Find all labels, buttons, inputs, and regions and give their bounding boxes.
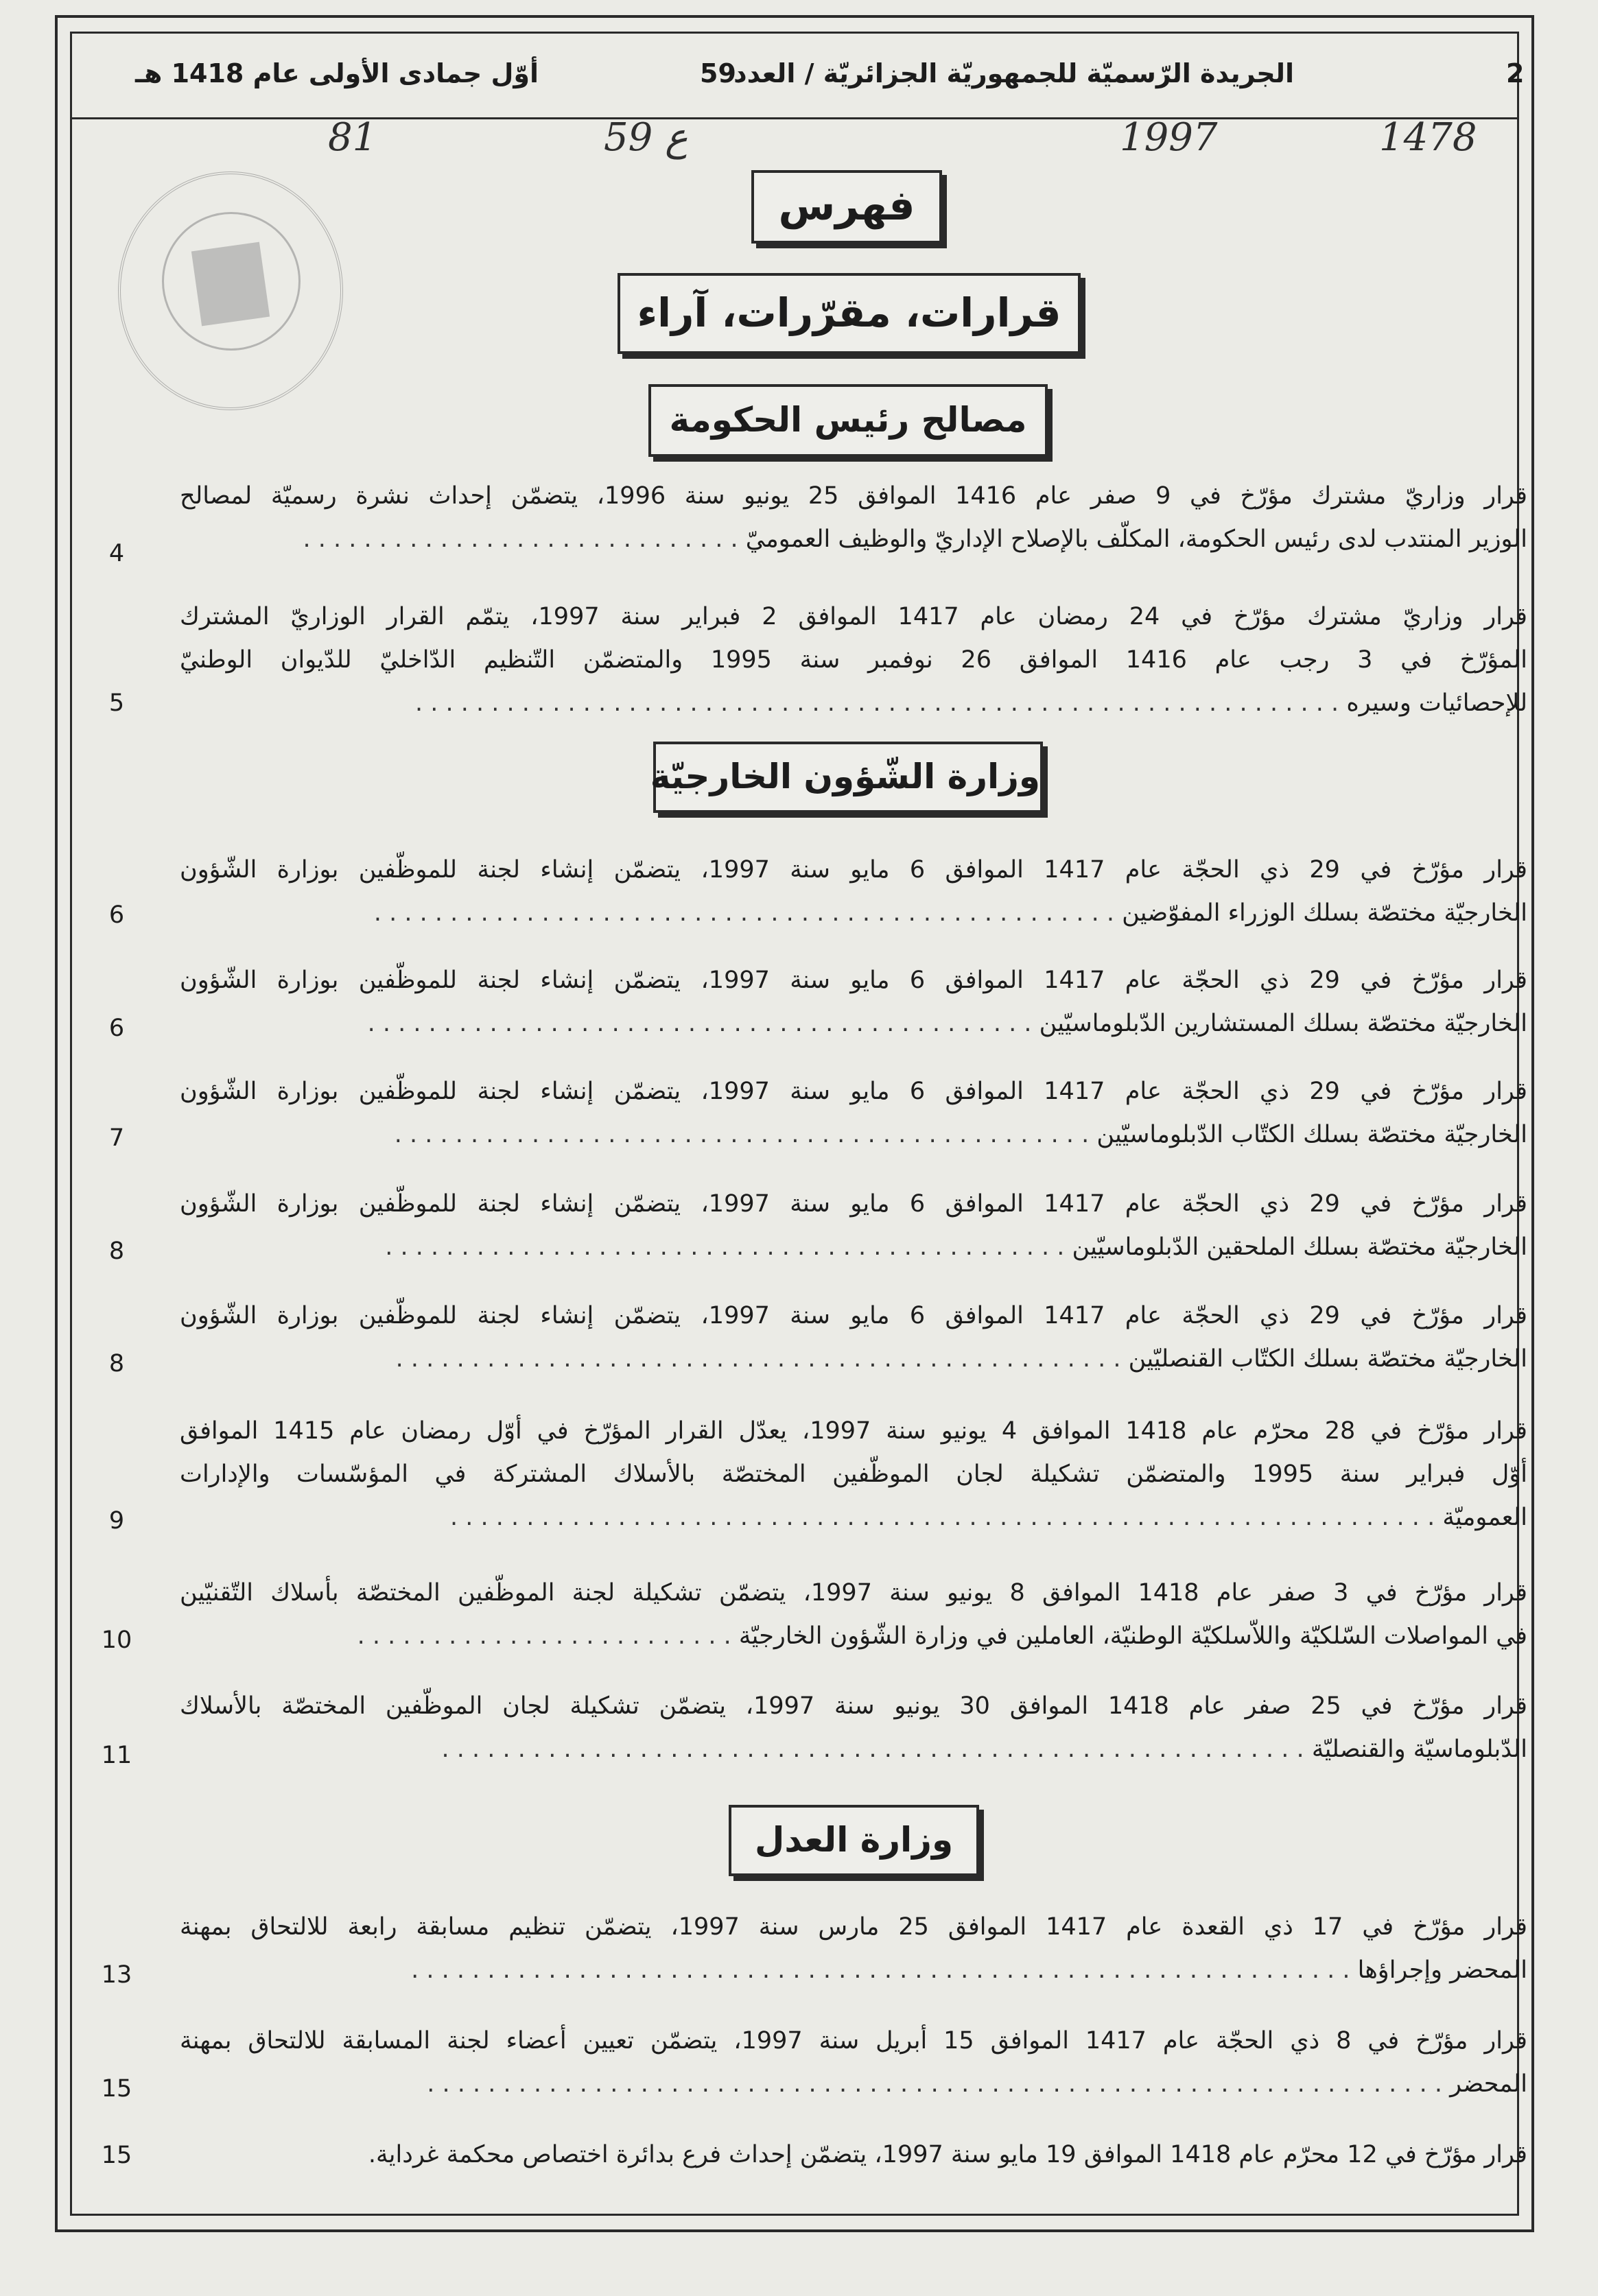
toc-entry-line <box>180 1728 1527 1771</box>
toc-entry-line <box>180 1949 1527 1992</box>
toc-entry-line <box>180 1453 1527 1496</box>
toc-entry-text: العموميّة <box>1442 1504 1527 1531</box>
toc-entry-text: قرار وزاريّ مشترك مؤرّخ في 9 صفر عام 1416 الموافق 25 يونيو سنة 1996، يتضمّن إحداث نشرة رسميّة لمصالح <box>180 482 1527 510</box>
toc-entry-line <box>180 1113 1527 1157</box>
toc-entry-text: قرار مؤرّخ في 12 محرّم عام 1418 الموافق 19 مايو سنة 1997، يتضمّن إحداث فرع بدائرة اختصاص محكمة غرداية. <box>368 2141 1527 2168</box>
leader-dots: . . . . . . . . . . . . . . . . . . . . . . . . . . . . . . . . . . . . . . . . . . . . . . . . . . . . . . . . . . . . . . <box>411 1956 1358 1984</box>
page-number: 2 <box>1506 58 1525 88</box>
toc-entry-text: قرار مؤرّخ في 28 محرّم عام 1418 الموافق 4 يونيو سنة 1997، يعدّل القرار المؤرّخ في أوّل رمضان عام 1415 الموافق <box>180 1417 1527 1445</box>
leader-dots: . . . . . . . . . . . . . . . . . . . . . . . . . . . . . . . . . . . . . . . . . . . . <box>367 1010 1039 1037</box>
leader-dots: . . . . . . . . . . . . . . . . . . . . . . . . . . . . . . . . . . . . . . . . . . . . . . . . . <box>373 899 1123 927</box>
toc-entry <box>180 1572 1527 1658</box>
toc-entry <box>180 2133 1527 2177</box>
toc-entry <box>180 1294 1527 1381</box>
toc-entry-text: الخارجيّة مختصّة بسلك الملحقين الدّبلوماسيّين <box>1072 1233 1527 1261</box>
toc-entry <box>180 595 1527 725</box>
toc-entry <box>180 959 1527 1045</box>
toc-entry-text: المؤرّخ في 3 رجب عام 1416 الموافق 26 نوفمبر سنة 1995 والمتضمّن التّنظيم الدّاخليّ للدّيوان الوطنيّ <box>180 646 1528 674</box>
toc-page-number: 7 <box>108 1124 125 1152</box>
leader-dots: . . . . . . . . . . . . . . . . . . . . . . . . . <box>357 1622 739 1650</box>
section-heading: مصالح رئيس الحكومة <box>648 384 1048 457</box>
toc-entry-text: قرار وزاريّ مشترك مؤرّخ في 24 رمضان عام 1417 الموافق 2 فبراير سنة 1997، يتمّم القرار الوزاريّ المشترك <box>180 603 1527 630</box>
toc-entry-line <box>180 2133 1527 2177</box>
toc-entry-line <box>180 1226 1527 1269</box>
toc-page-number: 15 <box>101 2142 132 2169</box>
toc-entry-line <box>180 1906 1527 1949</box>
toc-entry-line <box>180 1496 1527 1539</box>
toc-entry-text: قرار مؤرّخ في 17 ذي القعدة عام 1417 الموافق 25 مارس سنة 1997، يتضمّن تنظيم مسابقة رابعة للالتحاق بمهنة <box>180 1913 1528 1941</box>
toc-entry-text: الخارجيّة مختصّة بسلك الكتّاب الدّبلوماسيّين <box>1096 1121 1527 1148</box>
issue-number: 59 <box>700 58 736 88</box>
leader-dots: . . . . . . . . . . . . . . . . . . . . . . . . . . . . . . . . . . . . . . . . . . . . . . . . . . . . . . . . . . . . . . . . . <box>450 1504 1443 1531</box>
toc-entry-line <box>180 1338 1527 1381</box>
toc-entry <box>180 2020 1527 2106</box>
toc-entry-line <box>180 1294 1527 1338</box>
toc-entry-text: في المواصلات السّلكيّة واللاّسلكيّة الوطنيّة، العاملين في وزارة الشّؤون الخارجيّة <box>738 1622 1527 1650</box>
archive-stamp <box>118 171 343 410</box>
toc-page-number: 6 <box>108 901 125 929</box>
toc-entry <box>180 1070 1527 1157</box>
toc-entry-text: قرار مؤرّخ في 25 صفر عام 1418 الموافق 30 يونيو سنة 1997، يتضمّن تشكيلة لجان الموظّفين المختصّة بالأسلاك <box>180 1692 1527 1720</box>
toc-entry-text: للإحصائيات وسيره <box>1346 689 1527 717</box>
section-heading: وزارة الشّؤون الخارجيّة <box>653 742 1043 813</box>
toc-page-number: 10 <box>101 1626 132 1654</box>
hijri-date: أوّل جمادى الأولى عام 1418 هـ <box>135 58 539 88</box>
leader-dots: . . . . . . . . . . . . . . . . . . . . . . . . . . . . . . . . . . . . . . . . . . . . . . . . . . . . . . . . . <box>441 1736 1312 1763</box>
toc-page-number: 8 <box>108 1350 125 1377</box>
stamp-emblem <box>191 242 270 327</box>
toc-entry-text: المحضر وإجراؤها <box>1357 1956 1527 1984</box>
toc-entry-line <box>180 639 1527 682</box>
toc-entry-line <box>180 1685 1527 1728</box>
toc-page-number: 11 <box>101 1742 132 1769</box>
header-divider <box>72 117 1517 119</box>
toc-entry <box>180 1183 1527 1269</box>
toc-entry-text: قرار مؤرّخ في 29 ذي الحجّة عام 1417 الموافق 6 مايو سنة 1997، يتضمّن إنشاء لجنة للموظّفين بوزارة الشّؤون <box>180 1302 1527 1329</box>
handwritten-note: 1997 <box>1120 115 1218 160</box>
toc-page-number: 13 <box>101 1961 132 1989</box>
toc-entry-text: أوّل فبراير سنة 1995 والمتضمّن تشكيلة لجان الموظّفين المختصّة بالأسلاك المشتركة في المؤسّسات والإدارات <box>180 1460 1527 1488</box>
toc-entry-line <box>180 595 1527 639</box>
leader-dots: . . . . . . . . . . . . . . . . . . . . . . . . . . . . . . . . . . . . . . . . . . . . . . . . . . . . . . . . . . . . . <box>415 689 1347 717</box>
toc-entry-line <box>180 475 1527 518</box>
toc-entry-line <box>180 959 1527 1002</box>
toc-page-number: 5 <box>108 689 125 717</box>
toc-page-number: 15 <box>101 2075 132 2103</box>
toc-entry-text: قرار مؤرّخ في 29 ذي الحجّة عام 1417 الموافق 6 مايو سنة 1997، يتضمّن إنشاء لجنة للموظّفين بوزارة الشّؤون <box>180 856 1527 884</box>
leader-dots: . . . . . . . . . . . . . . . . . . . . . . . . . . . . . . . . . . . . . . . . . . . . . . . . <box>395 1345 1129 1373</box>
toc-entry-text: قرار مؤرّخ في 8 ذي الحجّة عام 1417 الموافق 15 أبريل سنة 1997، يتضمّن تعيين أعضاء لجنة المسابقة للالتحاق بمهنة <box>180 2027 1528 2055</box>
toc-entry <box>180 849 1527 935</box>
section-heading: وزارة العدل <box>729 1805 979 1876</box>
toc-entry <box>180 475 1527 561</box>
toc-entry-line <box>180 1410 1527 1453</box>
index-title: فهرس <box>751 170 942 244</box>
toc-entry-line <box>180 1572 1527 1615</box>
toc-entry-text: المحضر <box>1450 2070 1527 2098</box>
gazette-title: الجريدة الرّسميّة للجمهوريّة الجزائريّة / العدد <box>733 58 1294 88</box>
toc-entry-line <box>180 1615 1527 1658</box>
toc-entry-text: الخارجيّة مختصّة بسلك المستشارين الدّبلوماسيّين <box>1039 1010 1527 1037</box>
toc-entry-line <box>180 2063 1527 2106</box>
toc-entry-text: قرار مؤرّخ في 3 صفر عام 1418 الموافق 8 يونيو سنة 1997، يتضمّن تشكيلة لجنة الموظّفين المختصّة بأسلاك التّقنيّين <box>180 1579 1527 1607</box>
toc-entry-line <box>180 682 1527 725</box>
toc-entry-text: قرار مؤرّخ في 29 ذي الحجّة عام 1417 الموافق 6 مايو سنة 1997، يتضمّن إنشاء لجنة للموظّفين بوزارة الشّؤون <box>180 967 1527 994</box>
toc-page-number: 6 <box>108 1015 125 1042</box>
leader-dots: . . . . . . . . . . . . . . . . . . . . . . . . . . . . . <box>303 525 746 553</box>
toc-entry-text: الدّبلوماسيّة والقنصليّة <box>1311 1736 1527 1763</box>
toc-entry-text: قرار مؤرّخ في 29 ذي الحجّة عام 1417 الموافق 6 مايو سنة 1997، يتضمّن إنشاء لجنة للموظّفين بوزارة الشّؤون <box>180 1078 1527 1105</box>
toc-entry-text: الوزير المنتدب لدى رئيس الحكومة، المكلّف بالإصلاح الإداريّ والوظيف العموميّ <box>745 525 1527 553</box>
handwritten-note: 1478 <box>1379 115 1477 160</box>
section-title: قرارات، مقرّرات، آراء <box>618 273 1081 354</box>
toc-entry-line <box>180 849 1527 892</box>
toc-entry <box>180 1906 1527 1992</box>
toc-page-number: 8 <box>108 1238 125 1265</box>
handwritten-note: 59 ع <box>604 115 688 160</box>
leader-dots: . . . . . . . . . . . . . . . . . . . . . . . . . . . . . . . . . . . . . . . . . . . . . . . . . . . . . . . . . . . . . . . . . . . <box>427 2070 1450 2098</box>
toc-entry-line <box>180 1070 1527 1113</box>
leader-dots: . . . . . . . . . . . . . . . . . . . . . . . . . . . . . . . . . . . . . . . . . . . . . <box>385 1233 1072 1261</box>
leader-dots: . . . . . . . . . . . . . . . . . . . . . . . . . . . . . . . . . . . . . . . . . . . . . . <box>394 1121 1097 1148</box>
toc-page-number: 9 <box>108 1507 125 1535</box>
toc-entry-text: الخارجيّة مختصّة بسلك الوزراء المفوّضين <box>1122 899 1527 927</box>
toc-entry <box>180 1410 1527 1539</box>
toc-entry-line <box>180 1183 1527 1226</box>
toc-page-number: 4 <box>108 540 125 567</box>
toc-entry-line <box>180 1002 1527 1045</box>
toc-entry-line <box>180 892 1527 935</box>
toc-entry-line <box>180 2020 1527 2063</box>
toc-entry-text: الخارجيّة مختصّة بسلك الكتّاب القنصليّين <box>1128 1345 1527 1373</box>
toc-entry <box>180 1685 1527 1771</box>
toc-entry-text: قرار مؤرّخ في 29 ذي الحجّة عام 1417 الموافق 6 مايو سنة 1997، يتضمّن إنشاء لجنة للموظّفين بوزارة الشّؤون <box>180 1190 1527 1218</box>
handwritten-note: 81 <box>328 115 377 160</box>
toc-entry-line <box>180 518 1527 561</box>
